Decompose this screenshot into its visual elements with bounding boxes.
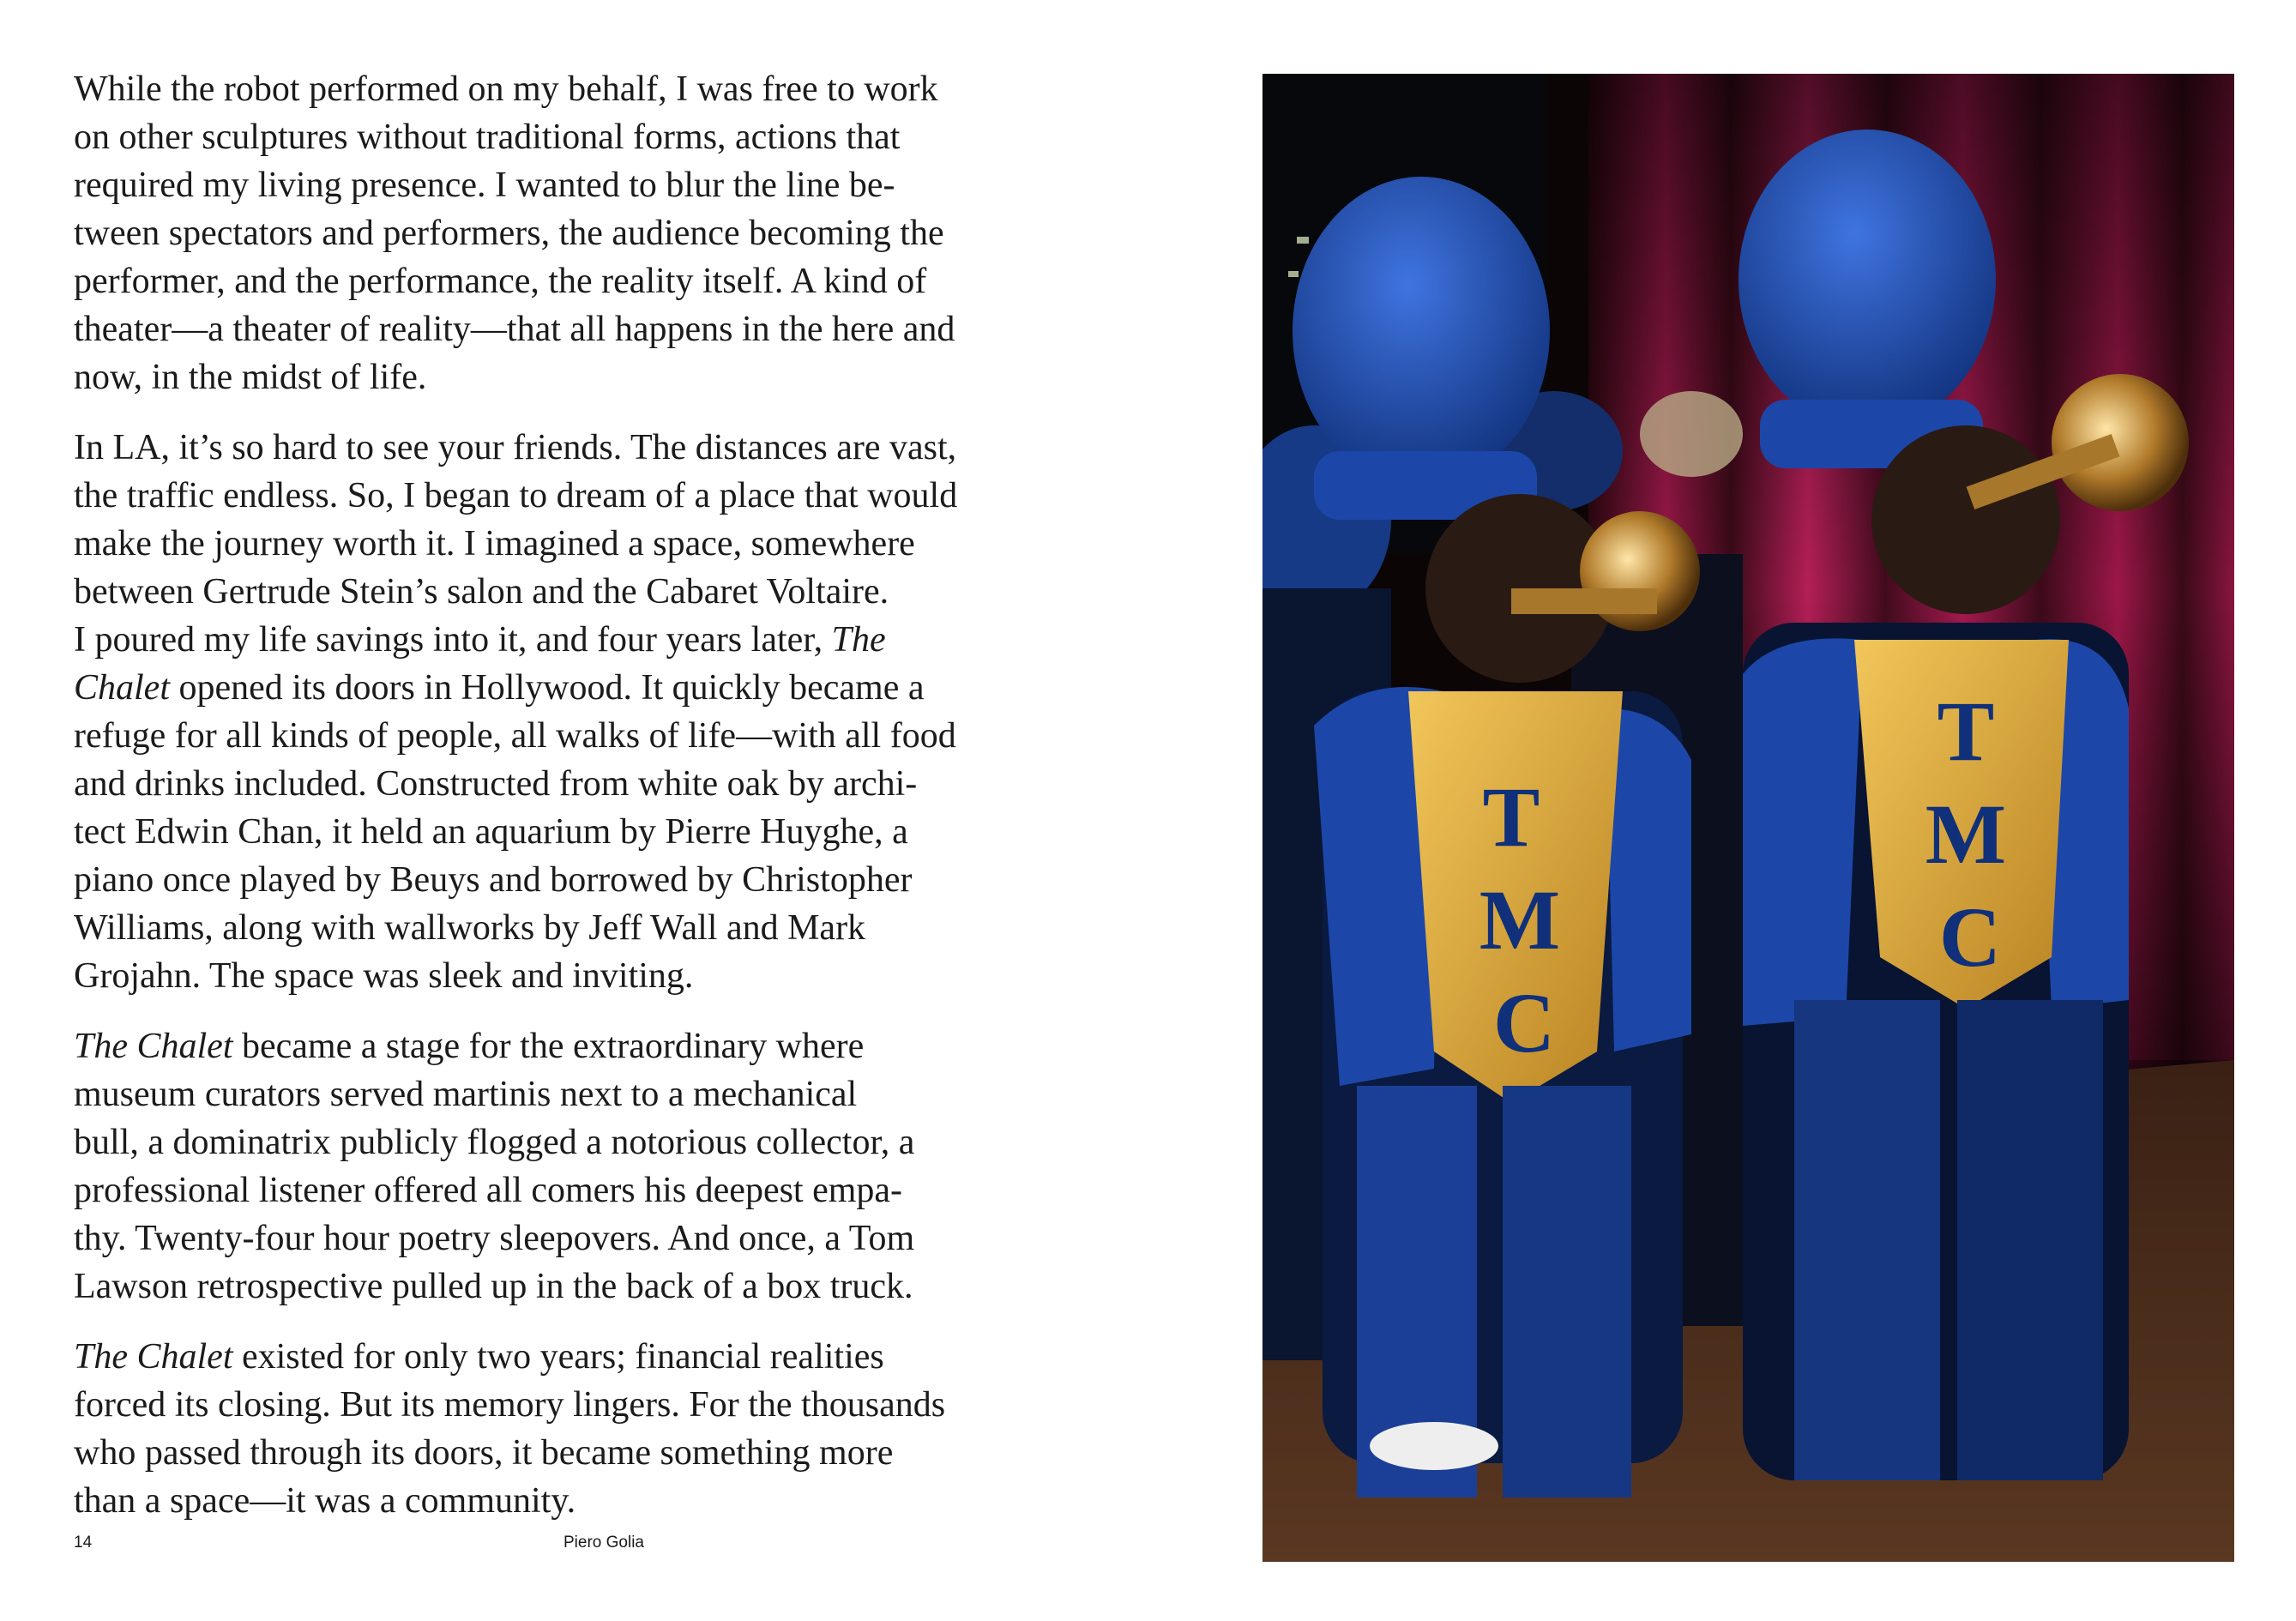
text-segment: existed for only two years; financial realities [232, 1337, 884, 1377]
text-line [74, 1022, 1069, 1070]
text-segment: I poured my life savings into it, and four years later, [74, 620, 832, 660]
text-line: While the robot performed on my behalf, I was free to work [74, 69, 938, 109]
text-line: make the journey worth it. I imagined a space, somewhere [74, 524, 915, 563]
text-line: forced its closing. But its memory lingers. For the thousands [74, 1385, 946, 1425]
uniform-letter: M [1479, 872, 1561, 967]
text-line: performer, and the performance, the reality itself. A kind of [74, 262, 927, 301]
text-line: Grojahn. The space was sleek and inviting. [74, 956, 694, 996]
text-line: museum curators served martinis next to a mechanical [74, 1075, 858, 1114]
text-line: Lawson retrospective pulled up in the back of a box truck. [74, 1267, 913, 1306]
text-line: Williams, along with wallworks by Jeff Wall and Mark [74, 908, 866, 948]
uniform-letter: C [1492, 975, 1556, 1070]
text-line: bull, a dominatrix publicly flogged a notorious collector, a [74, 1123, 915, 1162]
text-line: tween spectators and performers, the audience becoming the [74, 214, 944, 253]
text-line: who passed through its doors, it became something more [74, 1433, 894, 1473]
italic-title: The [831, 620, 886, 660]
paragraph-3 [74, 1022, 1069, 1311]
text-line: the traffic endless. So, I began to dream of a place that would [74, 476, 958, 515]
text-line: between Gertrude Stein’s salon and the Cabaret Voltaire. [74, 572, 889, 612]
italic-title: Chalet [74, 668, 170, 708]
text-segment: became a stage for the extraordinary where [232, 1027, 865, 1066]
text-line: than a space—it was a community. [74, 1481, 576, 1521]
text-line [74, 664, 1069, 712]
text-line: professional listener offered all comers his deepest empa- [74, 1171, 903, 1210]
text-line: piano once played by Beuys and borrowed by Christopher [74, 860, 913, 900]
marching-band-photo [1262, 74, 2234, 1562]
photo-illustration [1262, 74, 2234, 1562]
article-body [74, 65, 1069, 1525]
text-line [74, 616, 1069, 664]
running-footer-author: Piero Golia [563, 1534, 644, 1552]
text-line: thy. Twenty-four hour poetry sleepovers. And once, a Tom [74, 1219, 915, 1258]
uniform-letter: T [1937, 684, 1995, 779]
text-line: and drinks included. Constructed from white oak by archi- [74, 764, 918, 804]
text-line: required my living presence. I wanted to blur the line be- [74, 166, 895, 205]
text-segment: opened its doors in Hollywood. It quickly became a [170, 668, 925, 708]
uniform-letter: T [1482, 769, 1540, 865]
page-number: 14 [74, 1534, 93, 1552]
text-line: on other sculptures without traditional forms, actions that [74, 118, 901, 157]
uniform-letter: M [1925, 786, 2007, 882]
paragraph-4 [74, 1333, 1069, 1525]
paragraph-2 [74, 424, 1069, 1000]
italic-title: The Chalet [74, 1337, 233, 1377]
text-line: refuge for all kinds of people, all walks of life—with all food [74, 716, 956, 756]
text-line: theater—a theater of reality—that all happens in the here and [74, 310, 955, 349]
text-line: In LA, it’s so hard to see your friends. The distances are vast, [74, 428, 957, 467]
text-line: tect Edwin Chan, it held an aquarium by Pierre Huyghe, a [74, 812, 908, 852]
paragraph-1 [74, 65, 1069, 401]
italic-title: The Chalet [74, 1027, 233, 1066]
text-line: now, in the midst of life. [74, 358, 427, 397]
uniform-letter: C [1938, 889, 2002, 985]
text-line [74, 1333, 1069, 1381]
